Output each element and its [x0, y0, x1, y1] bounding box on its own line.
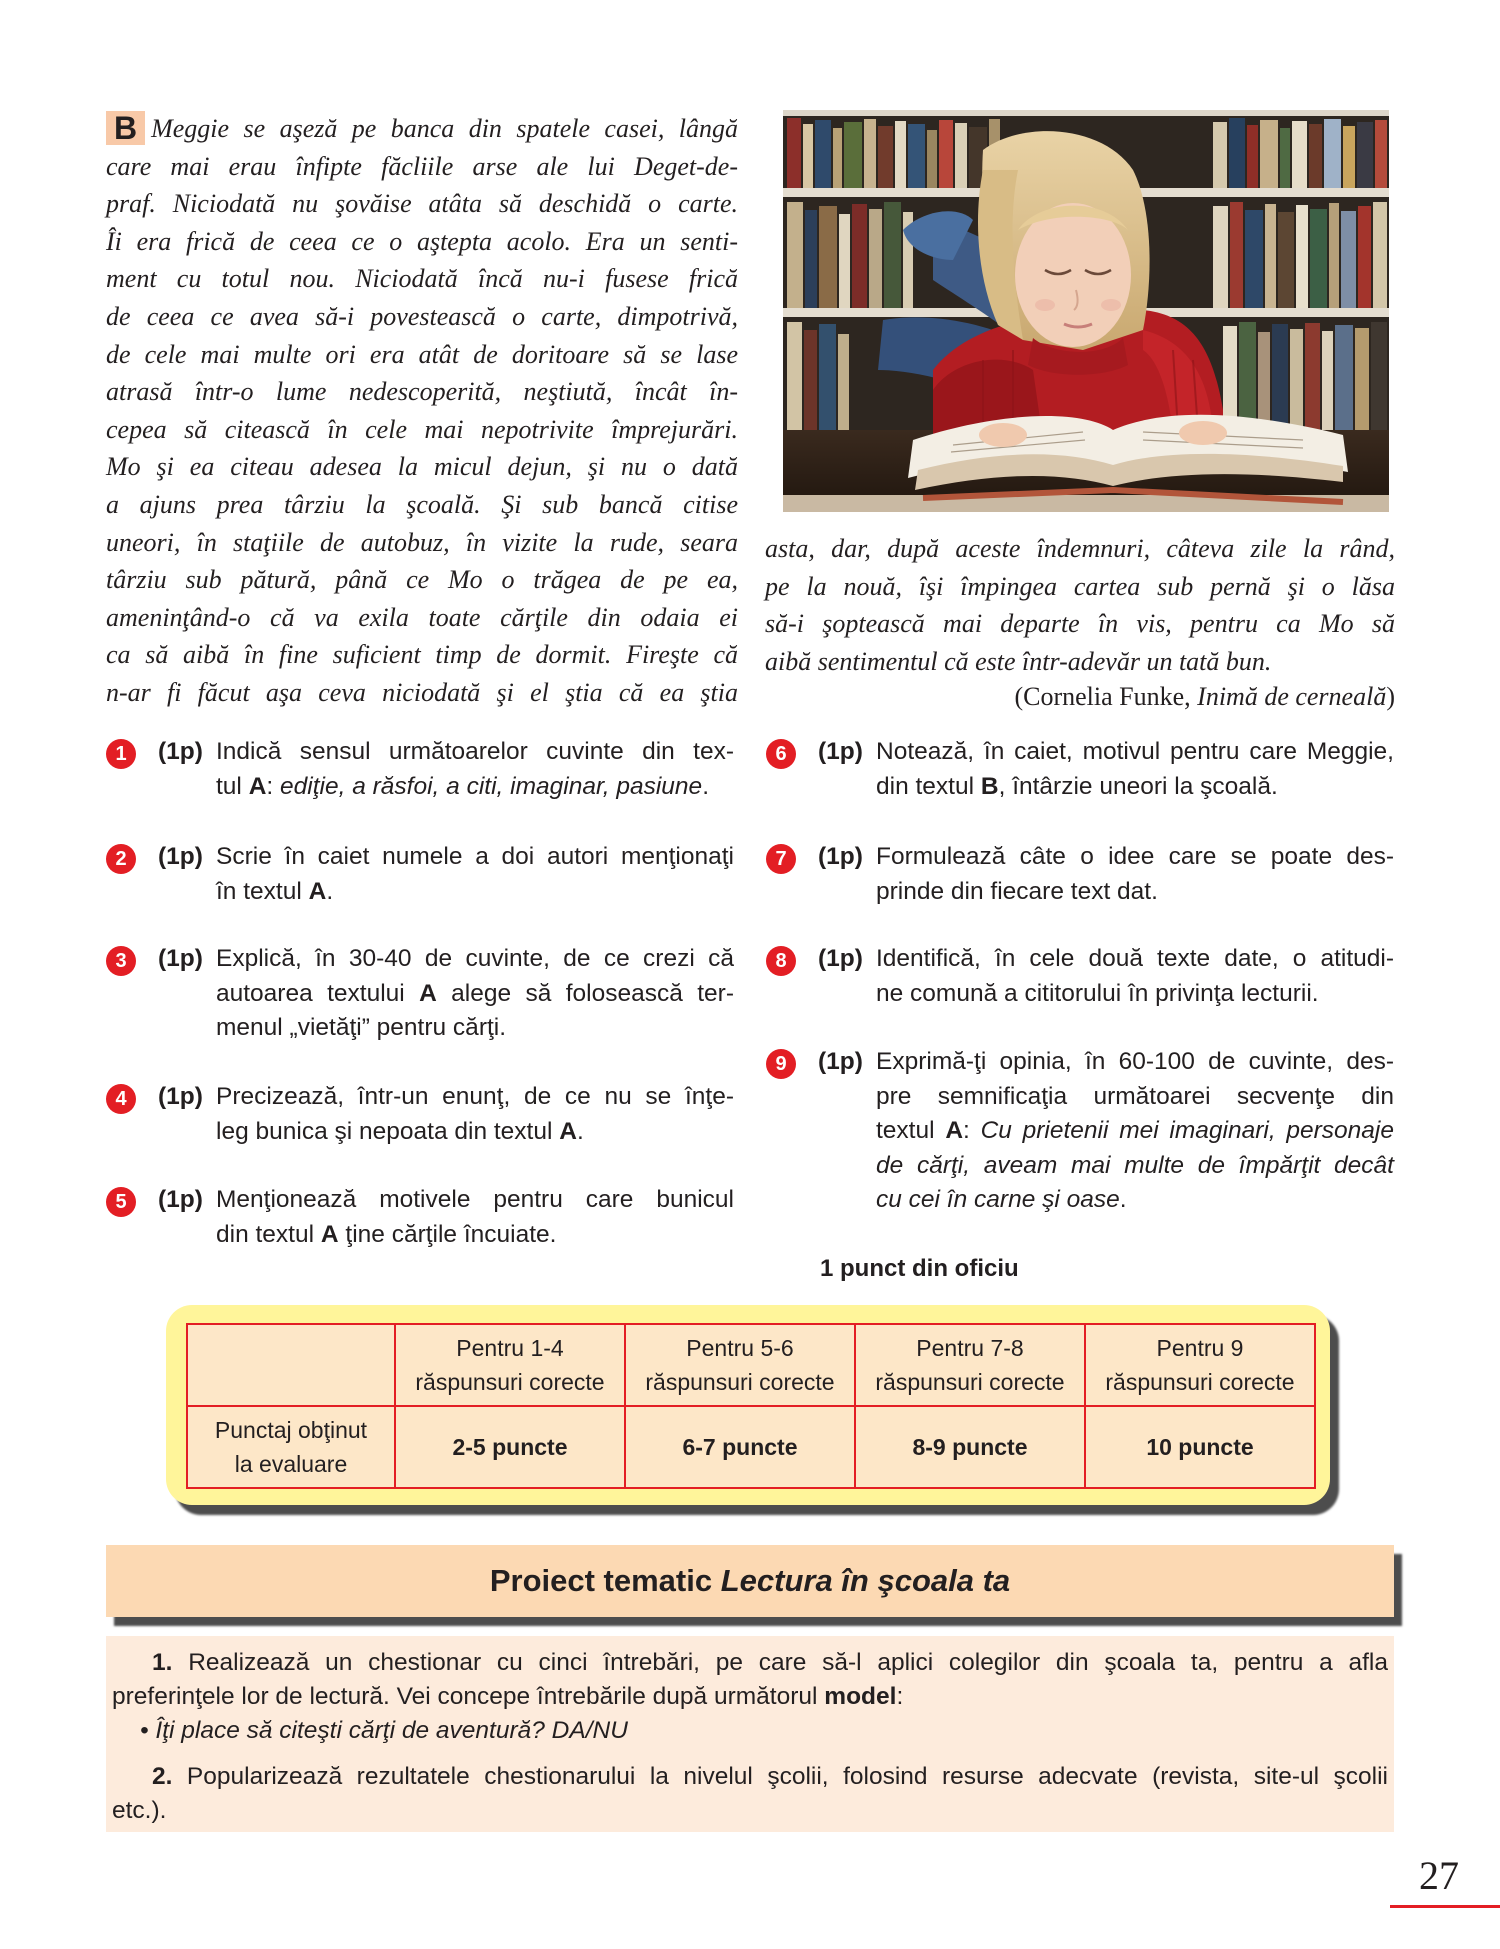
- reading-girl-illustration: [783, 110, 1389, 512]
- text-line: uneori, în staţiile de autobuz, în vizite la rude, seara: [106, 527, 738, 557]
- question-points: (1p): [818, 738, 863, 765]
- photo-girl-reading: [783, 110, 1389, 512]
- text-line: de cele mai multe ori era atât de doritoare să se lase: [106, 339, 738, 369]
- page-number-underline: [1390, 1905, 1500, 1908]
- score-table: [186, 1323, 1316, 1489]
- question-number-badge: 4: [106, 1084, 136, 1114]
- text-line: târziu sub pătură, până ce Mo o trăgea de pe ea,: [106, 565, 738, 595]
- text-line: ameninţând-o că va exila toate cărţile din odaia ei: [106, 602, 738, 632]
- question-number-badge: 6: [766, 739, 796, 769]
- bonus-point-note: 1 punct din oficiu: [820, 1255, 1019, 1282]
- citation: (Cornelia Funke, Inimă de cerneală): [1014, 682, 1395, 711]
- question-points: (1p): [818, 1048, 863, 1075]
- text-line: n-ar fi făcut aşa ceva niciodată şi el ştia că ea ştia: [106, 677, 738, 707]
- question-points: (1p): [818, 945, 863, 972]
- table-header-row: [187, 1324, 1315, 1406]
- question-9: 9 (1p) Exprimă-ţi opinia, în 60-100 de cuvinte, des- pre semnificaţia următoarei secvenţe din textul A: Cu prietenii mei imaginari, personaje de cărţi, aveam mai multe de împărţit decât cu cei în carne şi oase.: [766, 1045, 1394, 1218]
- question-number-badge: 8: [766, 946, 796, 976]
- question-6: 6 (1p) Notează, în caiet, motivul pentru care Meggie, din textul B, întârzie uneori la şcoală.: [766, 735, 1394, 804]
- text-line: praf. Niciodată nu şovăise atâta să deschidă o carte.: [106, 189, 738, 219]
- text-b-left-column: [106, 110, 738, 712]
- question-2: 2 (1p) Scrie în caiet numele a doi autori menţionaţi în textul A.: [106, 840, 734, 909]
- question-points: (1p): [158, 945, 203, 972]
- table-cell: 2-5 puncte: [395, 1406, 625, 1488]
- text-line: cepea să citească în cele mai nepotrivite împrejurări.: [106, 414, 738, 444]
- table-corner-cell: [187, 1324, 395, 1406]
- text-line: a ajuns prea târziu la şcoală. Şi sub bancă citise: [106, 489, 738, 519]
- text-line: atrasă într-o lume nedescoperită, neştiută, încât în-: [106, 377, 738, 407]
- question-number-badge: 2: [106, 844, 136, 874]
- project-item-2: 2. Popularizează rezultatele chestionarului la nivelul şcolii, folosind resurse adecvate (revista, site-ul şcolii etc.).: [112, 1763, 1388, 1824]
- question-number-badge: 3: [106, 946, 136, 976]
- question-number-badge: 9: [766, 1049, 796, 1079]
- text-line: Îi era frică de ceea ce o aştepta acolo. Era un senti-: [106, 226, 738, 256]
- project-title: Proiect tematic Lectura în şcoala ta: [106, 1545, 1394, 1617]
- question-1: 1 (1p) Indică sensul următoarelor cuvinte din tex- tul A: ediţie, a răsfoi, a citi, imaginar, pasiune.: [106, 735, 734, 804]
- table-cell: 8-9 puncte: [855, 1406, 1085, 1488]
- question-number-badge: 7: [766, 844, 796, 874]
- project-item-1: 1. Realizează un chestionar cu cinci întrebări, pe care să-l aplici colegilor din şcoala ta, pentru a afla preferinţele lor de lectură. Vei concepe întrebările după următorul model: • Îţi place să citeşti cărţi de aventură? DA/NU: [112, 1646, 1388, 1748]
- project-body: [106, 1636, 1394, 1832]
- table-header-cell: Pentru 9 răspunsuri corecte: [1085, 1324, 1315, 1406]
- text-line: ca să aibă în fine suficient timp de dormit. Fireşte că: [106, 640, 738, 670]
- question-number-badge: 5: [106, 1187, 136, 1217]
- text-b-right-column: [765, 530, 1395, 680]
- text-line: de ceea ce avea să-i povestească o carte, dimpotrivă,: [106, 301, 738, 331]
- question-5: 5 (1p) Menţionează motivele pentru care bunicul din textul A ţine cărţile încuiate.: [106, 1183, 734, 1252]
- question-8: 8 (1p) Identifică, în cele două texte date, o atitudi- ne comună a cititorului în privinţa lecturii.: [766, 942, 1394, 1011]
- question-3: 3 (1p) Explică, în 30-40 de cuvinte, de ce crezi că autoarea textului A alege să folosească ter- menul „vietăţi” pentru cărţi.: [106, 942, 734, 1046]
- text-line: B Meggie se aşeză pe banca din spatele casei, lângă: [106, 110, 738, 148]
- question-number-badge: 1: [106, 739, 136, 769]
- table-cell: 10 puncte: [1085, 1406, 1315, 1488]
- text-line: asta, dar, după aceste îndemnuri, câteva zile la rând,: [765, 534, 1395, 563]
- question-points: (1p): [158, 1186, 203, 1213]
- table-header-cell: Pentru 7-8 răspunsuri corecte: [855, 1324, 1085, 1406]
- table-row: [187, 1406, 1315, 1488]
- text-line: pe la nouă, îşi împingea cartea sub pernă şi o lăsa: [765, 571, 1395, 601]
- question-points: (1p): [818, 843, 863, 870]
- question-7: 7 (1p) Formulează câte o idee care se poate des- prinde din fiecare text dat.: [766, 840, 1394, 909]
- question-4: 4 (1p) Precizează, într-un enunţ, de ce nu se înţe- leg bunica şi nepoata din textul A.: [106, 1080, 734, 1149]
- citation-book-title: Inimă de cerneală: [1197, 682, 1387, 711]
- table-header-cell: Pentru 5-6 răspunsuri corecte: [625, 1324, 855, 1406]
- text-line: Mo şi ea citeau adesea la micul dejun, şi nu o dată: [106, 452, 738, 482]
- text-line: care mai erau înfipte făcliile arse ale lui Deget-de-: [106, 151, 738, 181]
- text-line: să-i şoptească mai departe în vis, pentru ca Mo să: [765, 609, 1395, 639]
- table-cell: 6-7 puncte: [625, 1406, 855, 1488]
- score-panel: [166, 1305, 1330, 1505]
- question-points: (1p): [158, 738, 203, 765]
- question-points: (1p): [158, 843, 203, 870]
- table-row-label: Punctaj obţinut la evaluare: [187, 1406, 395, 1488]
- table-header-cell: Pentru 1-4 răspunsuri corecte: [395, 1324, 625, 1406]
- project-model-question: • Îţi place să citeşti cărţi de aventură? DA/NU: [140, 1717, 628, 1744]
- text-line: aibă sentimentul că este într-adevăr un tată bun.: [765, 646, 1272, 676]
- question-points: (1p): [158, 1083, 203, 1110]
- text-b-label: B: [106, 111, 145, 145]
- text-line: ment cu totul nou. Niciodată încă nu-i fusese frică: [106, 264, 738, 294]
- page-number: 27: [1419, 1853, 1459, 1898]
